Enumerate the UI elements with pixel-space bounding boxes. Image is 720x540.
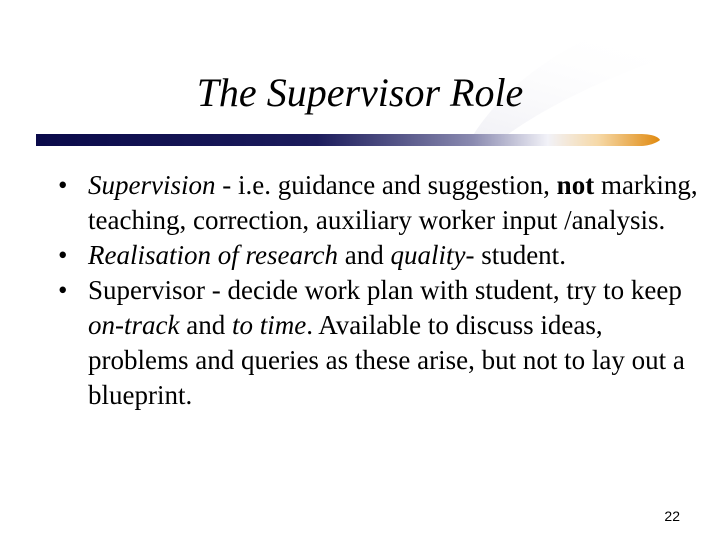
swoosh-rule — [36, 134, 660, 146]
bullet-item — [58, 273, 698, 413]
bullet-text-run: . Available to discuss ideas, problems and queries as these arise, but not to lay out a blueprint. — [88, 310, 685, 410]
slide-title: The Supervisor Role — [196, 70, 524, 115]
bullet-text-run: - student. — [465, 240, 566, 270]
bullet-text-run: Supervisor - decide work plan with student, try to keep — [88, 275, 682, 305]
bullet-text-run: quality — [390, 240, 466, 270]
bullet-text-run: on-track — [88, 310, 180, 340]
bullet-text-run: and — [179, 310, 232, 340]
bullet-text-run: - i.e. guidance and suggestion, — [215, 170, 557, 200]
page-number: 22 — [664, 508, 680, 524]
bullet-dot-icon: • — [58, 170, 68, 200]
bullet-item — [58, 168, 698, 238]
bullet-list — [58, 168, 698, 413]
bullet-item — [58, 238, 698, 273]
bullet-text-run: marking, teaching, correction, auxiliary worker input /analysis. — [88, 170, 698, 235]
bullet-text-run: Supervision — [88, 170, 216, 200]
bullet-text-run: Realisation of research — [88, 240, 338, 270]
bullet-dot-icon: • — [58, 275, 68, 305]
bullet-text-run: and — [337, 240, 391, 270]
bullet-text-run: not — [556, 170, 595, 200]
bullet-text-run: to time — [231, 310, 307, 340]
bullet-dot-icon: • — [58, 240, 68, 270]
